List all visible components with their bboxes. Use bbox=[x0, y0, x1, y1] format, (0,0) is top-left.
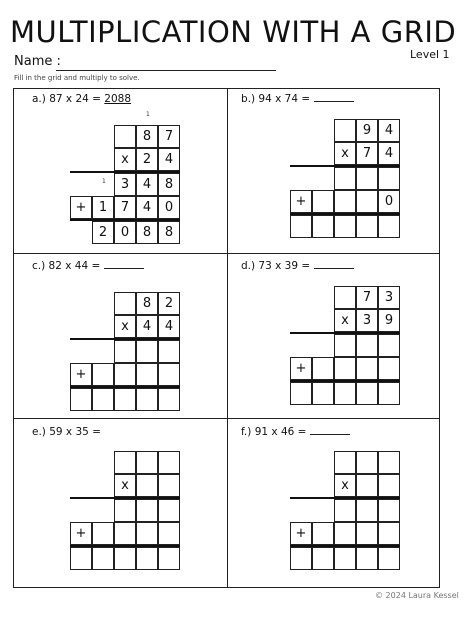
grid-cell[interactable]: 8 bbox=[158, 221, 180, 244]
name-label: Name : bbox=[14, 54, 61, 69]
grid-cell[interactable] bbox=[158, 474, 180, 497]
grid-cell[interactable] bbox=[158, 547, 180, 570]
problem-d-answer[interactable] bbox=[314, 268, 354, 269]
grid-cell[interactable] bbox=[334, 215, 356, 238]
problem-c-answer[interactable] bbox=[104, 268, 144, 269]
problem-b-answer[interactable] bbox=[314, 101, 354, 102]
grid-cell[interactable] bbox=[92, 388, 114, 411]
grid-cell[interactable] bbox=[334, 357, 356, 380]
grid-cell[interactable] bbox=[378, 451, 400, 474]
grid-cell[interactable] bbox=[356, 474, 378, 497]
grid-cell[interactable]: + bbox=[70, 522, 92, 545]
grid-cell[interactable]: 2 bbox=[136, 148, 158, 171]
grid-cell[interactable]: x bbox=[334, 474, 356, 497]
grid-cell[interactable] bbox=[334, 547, 356, 570]
problem-c bbox=[32, 259, 144, 273]
grid-cell[interactable]: 4 bbox=[136, 173, 158, 196]
grid-cell[interactable]: 7 bbox=[356, 286, 378, 309]
grid-cell[interactable]: 8 bbox=[136, 221, 158, 244]
name-field-line[interactable] bbox=[56, 70, 276, 71]
grid-cell[interactable] bbox=[356, 167, 378, 190]
grid-cell[interactable] bbox=[136, 474, 158, 497]
grid-cell[interactable] bbox=[114, 292, 136, 315]
grid-cell[interactable] bbox=[92, 547, 114, 570]
grid-cell[interactable] bbox=[378, 499, 400, 522]
grid-cell[interactable] bbox=[356, 499, 378, 522]
grid-cell[interactable]: 4 bbox=[378, 142, 400, 165]
grid-cell[interactable] bbox=[312, 382, 334, 405]
grid-cell[interactable]: 9 bbox=[356, 119, 378, 142]
row-divider bbox=[14, 253, 439, 254]
copyright: © 2024 Laura Kessel bbox=[375, 591, 459, 600]
grid-cell[interactable] bbox=[334, 190, 356, 213]
grid-cell[interactable] bbox=[378, 522, 400, 545]
grid-cell[interactable]: x bbox=[114, 148, 136, 171]
grid-cell[interactable] bbox=[136, 388, 158, 411]
column-divider bbox=[227, 89, 228, 587]
grid-cell[interactable] bbox=[114, 451, 136, 474]
grid-cell[interactable] bbox=[114, 499, 136, 522]
grid-cell[interactable] bbox=[356, 334, 378, 357]
grid-cell[interactable] bbox=[334, 167, 356, 190]
grid-cell[interactable]: 0 bbox=[158, 196, 180, 219]
grid-cell[interactable] bbox=[158, 451, 180, 474]
problem-b bbox=[241, 92, 354, 106]
grid-cell[interactable] bbox=[114, 547, 136, 570]
problem-e-label: e.) 59 x 35 = bbox=[32, 426, 101, 438]
grid-cell[interactable] bbox=[312, 357, 334, 380]
carry-digit: 1 bbox=[146, 111, 150, 118]
instructions: Fill in the grid and multiply to solve. bbox=[14, 74, 140, 82]
grid-cell[interactable]: 3 bbox=[378, 286, 400, 309]
grid-cell[interactable]: 2 bbox=[92, 221, 114, 244]
problem-f bbox=[241, 425, 350, 439]
grid-cell[interactable] bbox=[158, 522, 180, 545]
grid-cell[interactable]: 4 bbox=[158, 148, 180, 171]
problem-b-label: b.) 94 x 74 = bbox=[241, 93, 311, 105]
row-divider bbox=[14, 418, 439, 419]
grid-cell[interactable]: 4 bbox=[136, 315, 158, 338]
problem-d-label: d.) 73 x 39 = bbox=[241, 260, 311, 272]
grid-cell[interactable] bbox=[136, 451, 158, 474]
grid-cell[interactable] bbox=[70, 547, 92, 570]
grid-cell[interactable] bbox=[356, 215, 378, 238]
grid-cell[interactable] bbox=[356, 190, 378, 213]
grid-cell[interactable]: + bbox=[290, 357, 312, 380]
grid-cell[interactable] bbox=[356, 547, 378, 570]
grid-cell[interactable] bbox=[158, 340, 180, 363]
grid-cell[interactable]: 7 bbox=[356, 142, 378, 165]
problem-a-label: a.) 87 x 24 = bbox=[32, 93, 101, 105]
grid-cell[interactable]: 2 bbox=[158, 292, 180, 315]
problem-e bbox=[32, 425, 101, 439]
grid-cell[interactable] bbox=[114, 363, 136, 386]
grid-cell[interactable]: + bbox=[290, 190, 312, 213]
grid-cell[interactable]: 8 bbox=[158, 173, 180, 196]
grid-cell[interactable] bbox=[136, 363, 158, 386]
grid-cell[interactable] bbox=[334, 451, 356, 474]
grid-cell[interactable] bbox=[334, 522, 356, 545]
grid-cell[interactable]: 1 bbox=[92, 196, 114, 219]
grid-cell[interactable]: x bbox=[334, 309, 356, 332]
grid-cell[interactable]: 4 bbox=[158, 315, 180, 338]
grid-cell[interactable] bbox=[312, 190, 334, 213]
carry-digit: 1 bbox=[102, 178, 106, 185]
grid-cell[interactable] bbox=[334, 499, 356, 522]
level-label: Level 1 bbox=[410, 48, 450, 61]
grid-cell[interactable] bbox=[378, 474, 400, 497]
grid-cell[interactable] bbox=[114, 340, 136, 363]
grid-cell[interactable] bbox=[312, 215, 334, 238]
grid-cell[interactable] bbox=[70, 388, 92, 411]
grid-cell[interactable]: 7 bbox=[158, 125, 180, 148]
grid-cell[interactable]: + bbox=[70, 196, 92, 219]
grid-cell[interactable] bbox=[114, 125, 136, 148]
grid-cell[interactable]: 4 bbox=[136, 196, 158, 219]
grid-cell[interactable] bbox=[158, 499, 180, 522]
grid-cell[interactable] bbox=[312, 522, 334, 545]
grid-cell[interactable] bbox=[356, 382, 378, 405]
grid-cell[interactable]: 0 bbox=[378, 190, 400, 213]
problem-f-answer[interactable] bbox=[310, 434, 350, 435]
problem-c-label: c.) 82 x 44 = bbox=[32, 260, 101, 272]
grid-cell[interactable]: 0 bbox=[114, 221, 136, 244]
grid-cell[interactable]: 3 bbox=[356, 309, 378, 332]
grid-cell[interactable] bbox=[378, 167, 400, 190]
grid-cell[interactable] bbox=[378, 334, 400, 357]
grid-cell[interactable] bbox=[378, 357, 400, 380]
grid-cell[interactable]: 7 bbox=[114, 196, 136, 219]
worksheet-title: MULTIPLICATION WITH A GRID bbox=[10, 15, 457, 49]
grid-cell[interactable] bbox=[290, 382, 312, 405]
grid-cell[interactable] bbox=[290, 215, 312, 238]
grid-cell[interactable] bbox=[334, 119, 356, 142]
grid-cell[interactable] bbox=[356, 357, 378, 380]
grid-cell[interactable] bbox=[334, 286, 356, 309]
grid-cell[interactable] bbox=[136, 547, 158, 570]
grid-cell[interactable] bbox=[334, 382, 356, 405]
grid-cell[interactable]: 9 bbox=[378, 309, 400, 332]
grid-cell[interactable] bbox=[378, 547, 400, 570]
grid-cell[interactable]: 8 bbox=[136, 125, 158, 148]
problem-d bbox=[241, 259, 354, 273]
grid-cell[interactable]: + bbox=[70, 363, 92, 386]
grid-cell[interactable] bbox=[136, 340, 158, 363]
grid-cell[interactable] bbox=[312, 547, 334, 570]
problem-sheet bbox=[13, 88, 440, 588]
grid-cell[interactable] bbox=[378, 215, 400, 238]
grid-cell[interactable]: x bbox=[334, 142, 356, 165]
grid-cell[interactable] bbox=[136, 522, 158, 545]
grid-cell[interactable] bbox=[92, 522, 114, 545]
grid-cell[interactable]: x bbox=[114, 474, 136, 497]
grid-cell[interactable] bbox=[290, 547, 312, 570]
grid-cell[interactable] bbox=[334, 334, 356, 357]
grid-cell[interactable] bbox=[114, 522, 136, 545]
problem-f-label: f.) 91 x 46 = bbox=[241, 426, 307, 438]
grid-cell[interactable] bbox=[356, 451, 378, 474]
grid-cell[interactable]: + bbox=[290, 522, 312, 545]
grid-cell[interactable]: 8 bbox=[136, 292, 158, 315]
grid-cell[interactable]: x bbox=[114, 315, 136, 338]
grid-cell[interactable] bbox=[158, 363, 180, 386]
grid-cell[interactable]: 3 bbox=[114, 173, 136, 196]
grid-cell[interactable] bbox=[378, 382, 400, 405]
grid-cell[interactable] bbox=[114, 388, 136, 411]
problem-a bbox=[32, 92, 131, 106]
grid-cell[interactable] bbox=[92, 363, 114, 386]
grid-cell[interactable] bbox=[136, 499, 158, 522]
grid-cell[interactable]: 4 bbox=[378, 119, 400, 142]
problem-a-answer[interactable]: 2088 bbox=[104, 93, 132, 105]
grid-cell[interactable] bbox=[158, 388, 180, 411]
grid-cell[interactable] bbox=[356, 522, 378, 545]
